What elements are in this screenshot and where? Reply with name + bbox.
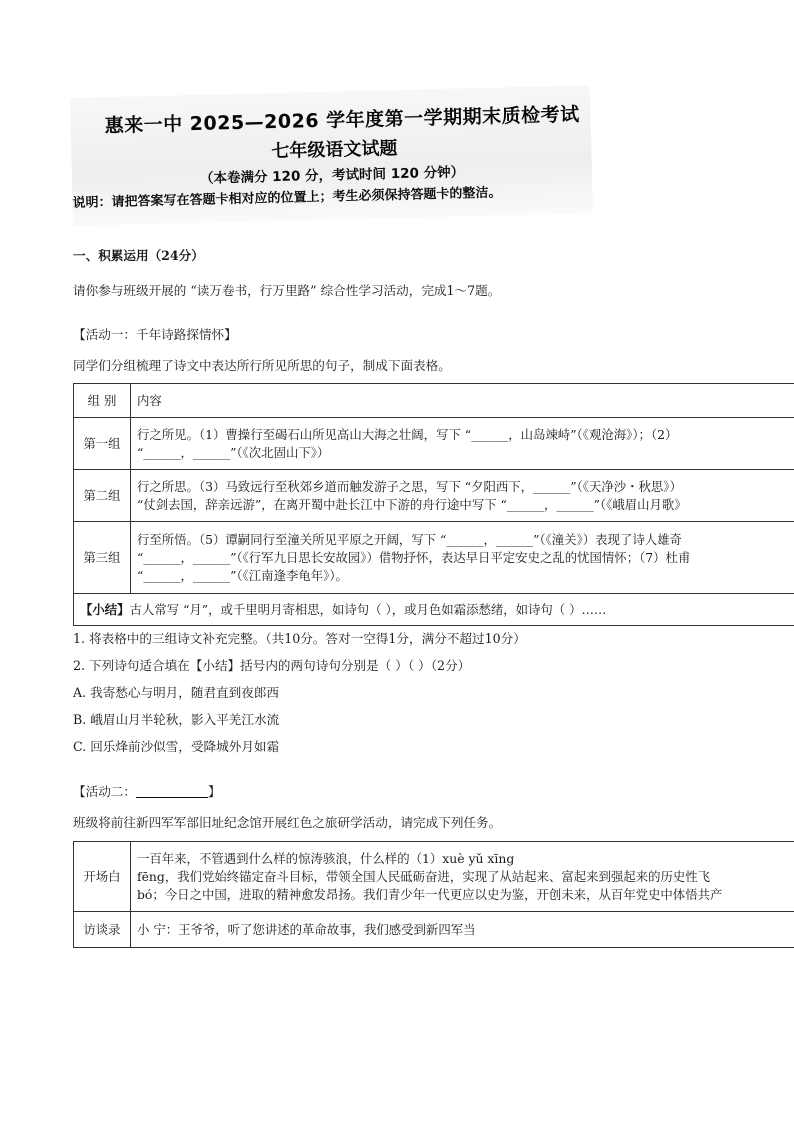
table-header-content: 内容 (131, 384, 794, 418)
activity2-open: 【活动二： (73, 784, 136, 799)
content-line: “仗剑去国，辞亲远游”，在离开蜀中赴长江中下游的舟行途中写下 “______，______”（《峨眉山月歌》 (137, 496, 687, 512)
summary-cell (74, 594, 794, 626)
exam-score-note: （本卷满分 120 分，考试时间 120 分钟） (199, 164, 465, 187)
content-line: 行之所见。（1）曹操行至碣石山所见高山大海之壮阔，写下 “______，山岛竦峙”（《观沧海》）；（2） (137, 426, 678, 442)
table-row (74, 912, 794, 948)
section-heading: 一、积累运用（24分） (73, 248, 204, 263)
content-line: bó；今日之中国，进取的精神愈发昂扬。我们青少年一代更应以史为鉴，开创未来，从百年党史中体悟共产 (137, 886, 723, 902)
row-content (131, 912, 794, 948)
activity2-blank[interactable] (136, 783, 208, 798)
exam-header-scan (70, 85, 593, 226)
content-line: 行至所悟。（5）谭嗣同行至潼关所见平原之开阔，写下 “______，______”（《潼关》）表现了诗人雄奇 (137, 531, 682, 547)
option-c: C. 回乐烽前沙似雪，受降城外月如霜 (73, 739, 280, 754)
group-label: 第一组 (74, 418, 131, 470)
question-1: 1. 将表格中的三组诗文补充完整。（共10分。答对一空得1分，满分不超过10分） (73, 631, 526, 646)
section-intro: 请你参与班级开展的 “读万卷书，行万里路” 综合性学习活动，完成1～7题。 (73, 283, 501, 298)
table-row (74, 470, 794, 522)
exam-title: 惠来一中 2025—2026 学年度第一学期期末质检考试 (104, 103, 580, 138)
group-content (131, 418, 794, 470)
table-header-group: 组 别 (74, 384, 131, 418)
exam-subtitle: 七年级语文试题 (271, 138, 398, 163)
content-line: fēng，我们党始终锚定奋斗目标，带领全国人民砥砺奋进，实现了从站起来、富起来到强起来的历史性飞 (137, 868, 711, 884)
table-row (74, 842, 794, 912)
summary-label: 【小结】 (80, 601, 130, 617)
group-label: 第三组 (74, 522, 131, 594)
content-line: 行之所思。（3）马致远行至秋郊乡道而触发游子之思，写下 “夕阳西下，______”（《天净沙・秋思》） (137, 478, 682, 494)
table-row (74, 522, 794, 594)
group-content (131, 470, 794, 522)
row-label: 开场白 (74, 842, 131, 912)
row-content (131, 842, 794, 912)
content-line: “______，______”（《行军九日思长安故园》）借物抒怀，表达早日平定安史之乱的忧国情怀；（7）杜甫 (137, 549, 691, 565)
table-row (74, 418, 794, 470)
content-line: 小 宁：王爷爷，听了您讲述的革命故事，我们感受到新四军当 (137, 921, 476, 937)
group-content (131, 522, 794, 594)
table-header-row (74, 384, 794, 418)
activity1-intro: 同学们分组梳理了诗文中表达所行所见所思的句子，制成下面表格。 (73, 358, 451, 373)
content-line: 一百年来，不管遇到什么样的惊涛骇浪，什么样的（1）xuè yǔ xīng (137, 850, 515, 866)
row-label: 访谈录 (74, 912, 131, 948)
summary-row (74, 594, 794, 626)
content-line: “______，______”（《江南逢李龟年》）。 (137, 567, 348, 583)
study-trip-table (73, 841, 794, 948)
question-2: 2. 下列诗句适合填在【小结】括号内的两句诗句分别是（ ）（ ）（2分） (73, 658, 471, 673)
content-line: “______，______”（《次北固山下》） (137, 444, 330, 460)
activity2-intro: 班级将前往新四军军部旧址纪念馆开展红色之旅研学活动，请完成下列任务。 (73, 815, 502, 830)
option-b: B. 峨眉山月半轮秋，影入平羌江水流 (73, 712, 280, 727)
activity2-title (73, 783, 221, 801)
activity1-title: 【活动一：千年诗路探情怀】 (73, 327, 237, 342)
activity2-close: 】 (207, 784, 221, 799)
poetry-table (73, 383, 794, 626)
group-label: 第二组 (74, 470, 131, 522)
summary-text: 古人常写 “月”，或千里明月寄相思，如诗句（ ），或月色如霜添愁绪，如诗句（ ）…… (129, 601, 607, 617)
exam-instructions: 说明：请把答案写在答题卡相对应的位置上；考生必须保持答题卡的整洁。 (72, 185, 502, 211)
option-a: A. 我寄愁心与明月，随君直到夜郎西 (73, 685, 280, 700)
